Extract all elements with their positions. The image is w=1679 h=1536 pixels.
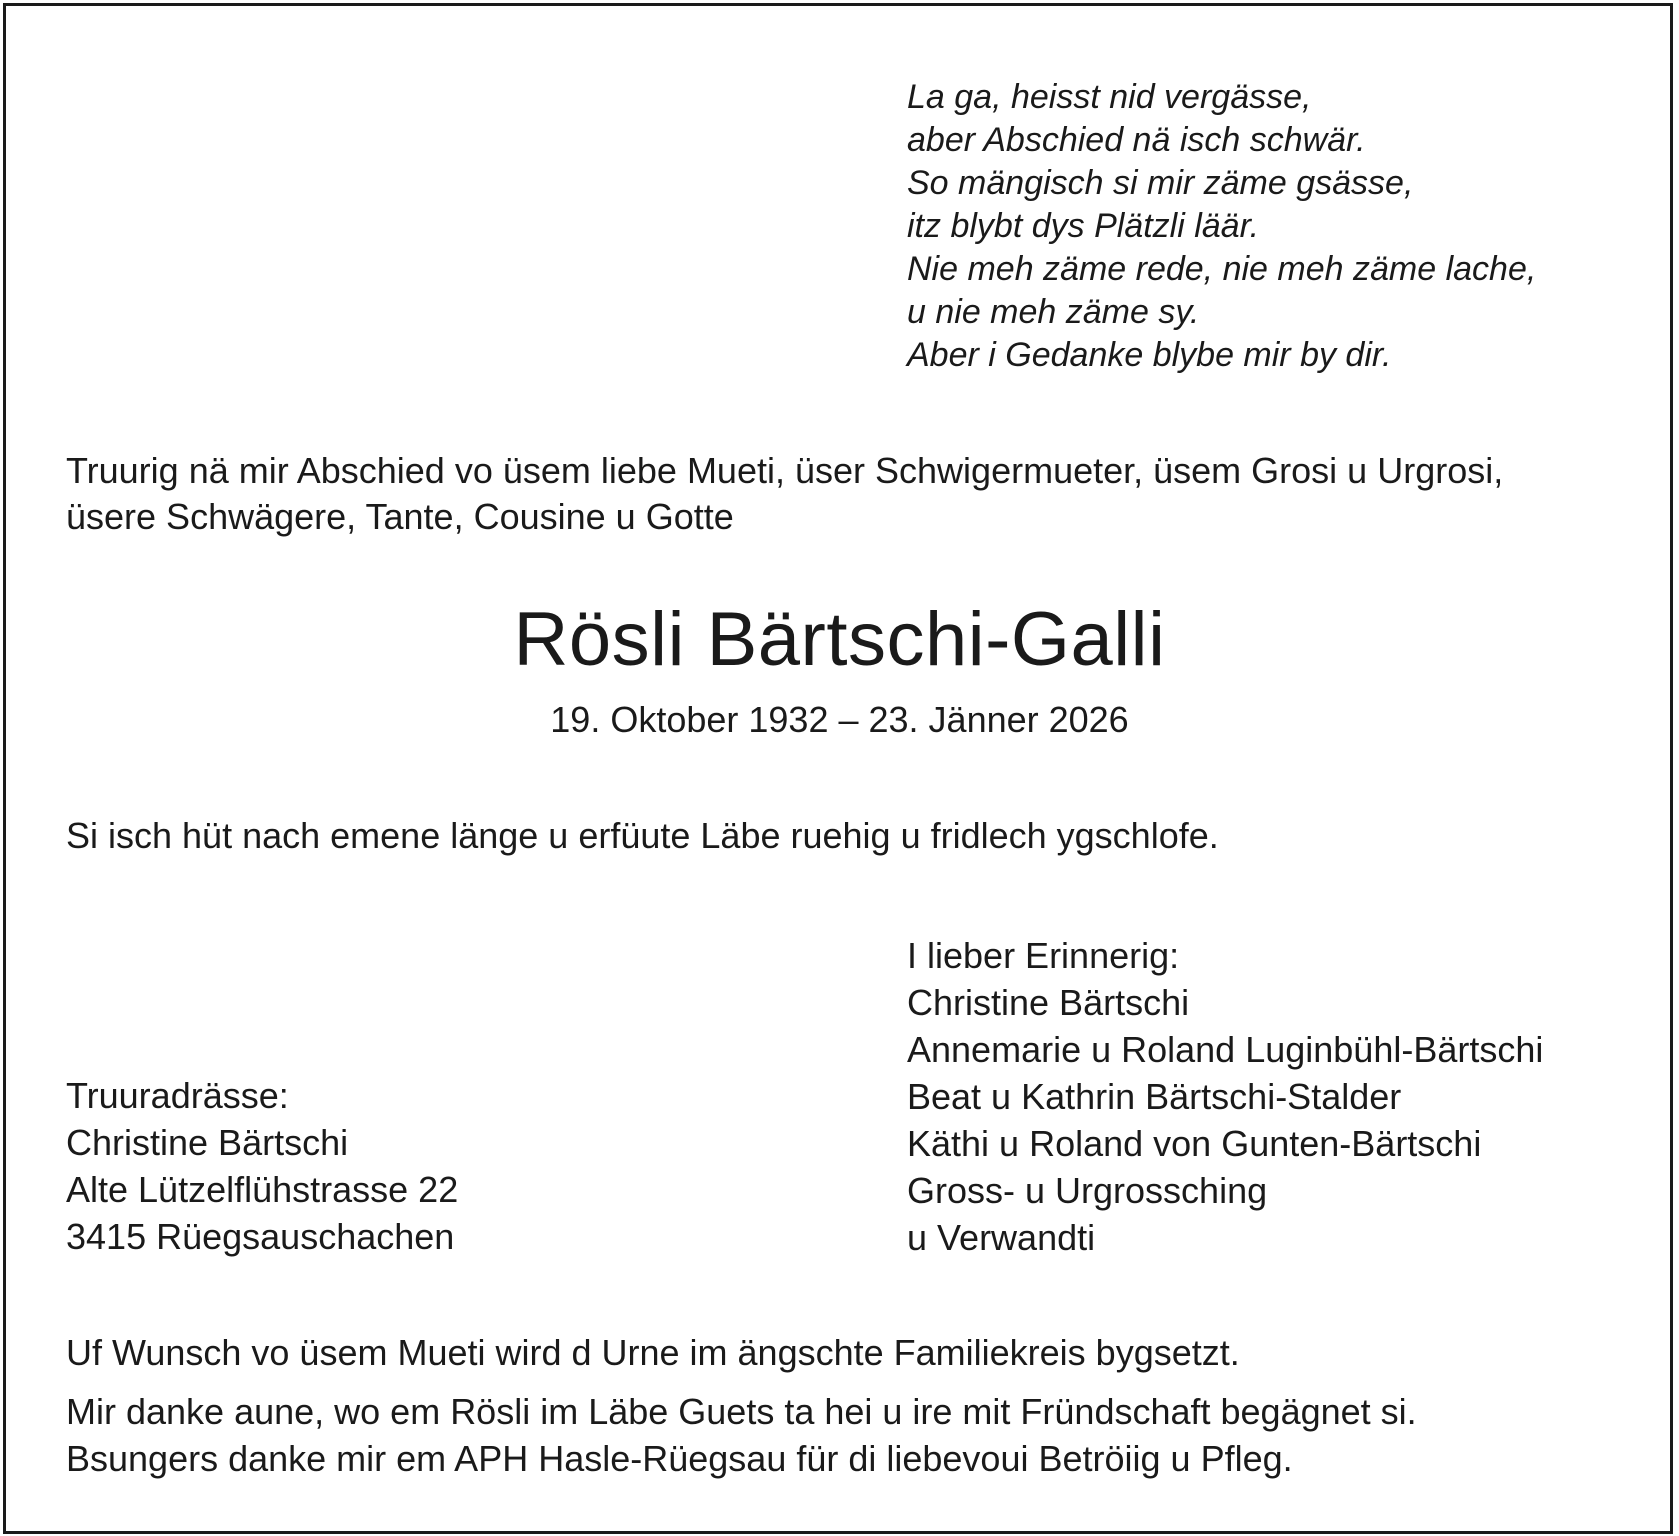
address-line: Truuradrässe: <box>66 1075 289 1116</box>
intro-line: Truurig nä mir Abschied vo üsem liebe Mueti, üser Schwigermueter, üsem Grosi u Urgrosi, <box>66 450 1504 491</box>
thanks-line: Bsungers danke mir em APH Hasle-Rüegsau für di liebevoui Betröiig u Pfleg. <box>66 1438 1293 1479</box>
address-line: Alte Lützelflühstrasse 22 <box>66 1169 459 1210</box>
thanks-text <box>66 1388 1417 1482</box>
life-dates: 19. Oktober 1932 – 23. Jänner 2026 <box>550 699 1129 740</box>
mourners-line: Christine Bärtschi <box>907 982 1190 1023</box>
mourners-line: I lieber Erinnerig: <box>907 935 1180 976</box>
poem-line: itz blybt dys Plätzli läär. <box>907 207 1260 245</box>
mourners-line: Käthi u Roland von Gunten-Bärtschi <box>907 1123 1482 1164</box>
poem-line: Nie meh zäme rede, nie meh zäme lache, <box>907 250 1537 288</box>
poem-line: La ga, heisst nid vergässe, <box>907 78 1312 116</box>
mourners-line: Gross- u Urgrossching <box>907 1170 1268 1211</box>
address-line: 3415 Rüegsauschachen <box>66 1216 455 1257</box>
thanks-line: Mir danke aune, wo em Rösli im Läbe Guets ta hei u ire mit Fründschaft begägnet si. <box>66 1391 1417 1432</box>
urn-notice: Uf Wunsch vo üsem Mueti wird d Urne im ängschte Familiekreis bygsetzt. <box>66 1332 1240 1373</box>
address-line: Christine Bärtschi <box>66 1122 349 1163</box>
passing-sentence: Si isch hüt nach emene länge u erfüute Läbe ruehig u fridlech ygschlofe. <box>66 815 1219 856</box>
mourning-address <box>66 1072 458 1260</box>
poem <box>907 76 1536 377</box>
poem-line: u nie meh zäme sy. <box>907 293 1200 331</box>
poem-line: aber Abschied nä isch schwär. <box>907 121 1366 159</box>
poem-line: Aber i Gedanke blybe mir by dir. <box>907 336 1392 374</box>
mourners-line: Beat u Kathrin Bärtschi-Stalder <box>907 1076 1402 1117</box>
mourners-line: Annemarie u Roland Luginbühl-Bärtschi <box>907 1029 1544 1070</box>
poem-line: So mängisch si mir zäme gsässe, <box>907 164 1414 202</box>
mourners-list <box>907 932 1543 1261</box>
intro-line: üsere Schwägere, Tante, Cousine u Gotte <box>66 496 734 537</box>
deceased-name: Rösli Bärtschi-Galli <box>513 597 1166 682</box>
mourners-line: u Verwandti <box>907 1217 1096 1258</box>
intro-text <box>66 448 1503 540</box>
